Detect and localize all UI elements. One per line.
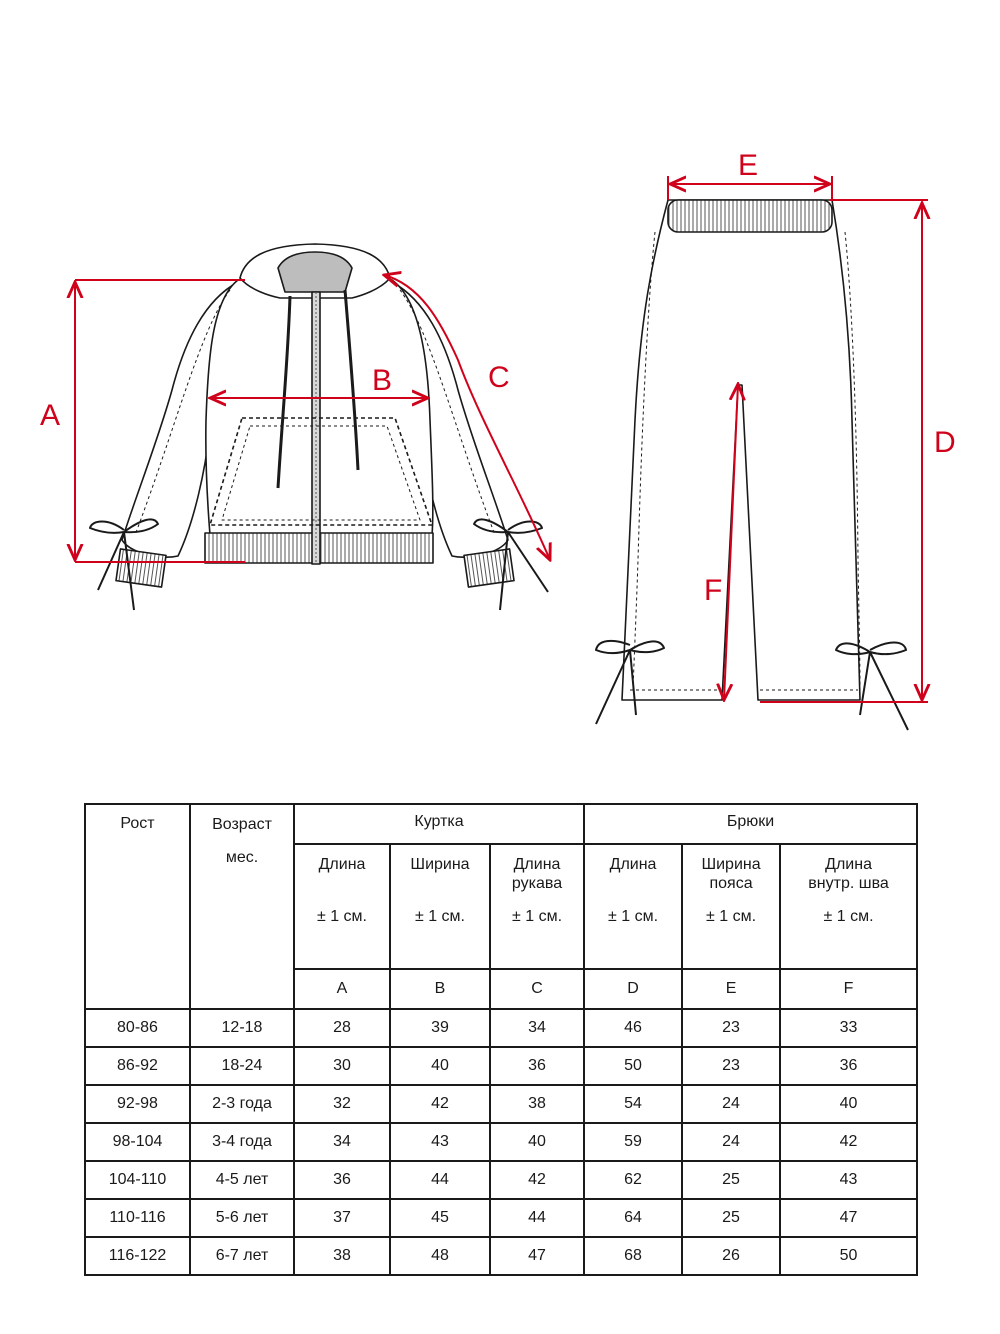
table-row (85, 1047, 917, 1085)
value-cell: 26 (682, 1237, 780, 1275)
jacket-hood-inner (278, 252, 352, 292)
header-age-unit: мес. (225, 849, 259, 866)
header-group-jacket: Куртка (294, 804, 584, 844)
age-cell: 5-6 лет (190, 1199, 294, 1237)
jacket-left-cuff (116, 549, 166, 587)
header-letter-d: D (584, 969, 682, 1009)
age-cell: 12-18 (190, 1009, 294, 1047)
height-cell: 110-116 (85, 1199, 190, 1237)
age-cell: 6-7 лет (190, 1237, 294, 1275)
table-row (85, 1199, 917, 1237)
header-letter-e: E (682, 969, 780, 1009)
label-b: B (372, 364, 393, 397)
header-letter-c: C (490, 969, 584, 1009)
header-col-f: Длина внутр. шва ± 1 см. (780, 844, 917, 969)
table-row (85, 1237, 917, 1275)
size-chart-table (84, 803, 918, 1276)
pants-waistband (668, 200, 832, 232)
value-cell: 36 (490, 1047, 584, 1085)
value-cell: 25 (682, 1199, 780, 1237)
header-letter-b: B (390, 969, 490, 1009)
table-row (85, 1009, 917, 1047)
value-cell: 23 (682, 1009, 780, 1047)
value-cell: 36 (294, 1161, 390, 1199)
value-cell: 28 (294, 1009, 390, 1047)
header-age (190, 804, 294, 1009)
height-cell: 80-86 (85, 1009, 190, 1047)
value-cell: 68 (584, 1237, 682, 1275)
header-group-pants: Брюки (584, 804, 917, 844)
age-cell: 3-4 года (190, 1123, 294, 1161)
value-cell: 42 (490, 1161, 584, 1199)
value-cell: 47 (490, 1237, 584, 1275)
value-cell: 38 (490, 1085, 584, 1123)
table-row (85, 1161, 917, 1199)
header-col-a: Длина ± 1 см. (294, 844, 390, 969)
value-cell: 45 (390, 1199, 490, 1237)
value-cell: 33 (780, 1009, 917, 1047)
value-cell: 42 (390, 1085, 490, 1123)
label-e: E (738, 149, 759, 182)
value-cell: 23 (682, 1047, 780, 1085)
value-cell: 30 (294, 1047, 390, 1085)
value-cell: 62 (584, 1161, 682, 1199)
header-age-label: Возраст (212, 816, 272, 833)
table-row (85, 1123, 917, 1161)
value-cell: 36 (780, 1047, 917, 1085)
value-cell: 54 (584, 1085, 682, 1123)
value-cell: 34 (490, 1009, 584, 1047)
header-col-e: Ширина пояса ± 1 см. (682, 844, 780, 969)
jacket-drawing (90, 244, 548, 610)
value-cell: 24 (682, 1123, 780, 1161)
value-cell: 46 (584, 1009, 682, 1047)
value-cell: 39 (390, 1009, 490, 1047)
header-letter-a: A (294, 969, 390, 1009)
height-cell: 86-92 (85, 1047, 190, 1085)
value-cell: 50 (584, 1047, 682, 1085)
value-cell: 40 (780, 1085, 917, 1123)
value-cell: 50 (780, 1237, 917, 1275)
value-cell: 37 (294, 1199, 390, 1237)
value-cell: 32 (294, 1085, 390, 1123)
age-cell: 2-3 года (190, 1085, 294, 1123)
label-f: F (704, 574, 723, 607)
size-rows (85, 1009, 917, 1275)
value-cell: 34 (294, 1123, 390, 1161)
table-row (85, 1085, 917, 1123)
value-cell: 25 (682, 1161, 780, 1199)
value-cell: 43 (390, 1123, 490, 1161)
header-col-d: Длина ± 1 см. (584, 844, 682, 969)
value-cell: 59 (584, 1123, 682, 1161)
header-col-b: Ширина ± 1 см. (390, 844, 490, 969)
value-cell: 40 (490, 1123, 584, 1161)
age-cell: 4-5 лет (190, 1161, 294, 1199)
pants-drawing (596, 200, 908, 730)
header-height: Рост (85, 804, 190, 1009)
height-cell: 104-110 (85, 1161, 190, 1199)
age-cell: 18-24 (190, 1047, 294, 1085)
label-a: A (40, 399, 61, 432)
label-c: C (488, 361, 510, 394)
header-letter-f: F (780, 969, 917, 1009)
value-cell: 48 (390, 1237, 490, 1275)
height-cell: 98-104 (85, 1123, 190, 1161)
value-cell: 44 (390, 1161, 490, 1199)
value-cell: 42 (780, 1123, 917, 1161)
pants-body (622, 200, 860, 700)
height-cell: 116-122 (85, 1237, 190, 1275)
label-d: D (934, 426, 956, 459)
height-cell: 92-98 (85, 1085, 190, 1123)
value-cell: 43 (780, 1161, 917, 1199)
value-cell: 24 (682, 1085, 780, 1123)
value-cell: 38 (294, 1237, 390, 1275)
header-col-c: Длина рукава ± 1 см. (490, 844, 584, 969)
value-cell: 40 (390, 1047, 490, 1085)
value-cell: 47 (780, 1199, 917, 1237)
value-cell: 44 (490, 1199, 584, 1237)
value-cell: 64 (584, 1199, 682, 1237)
